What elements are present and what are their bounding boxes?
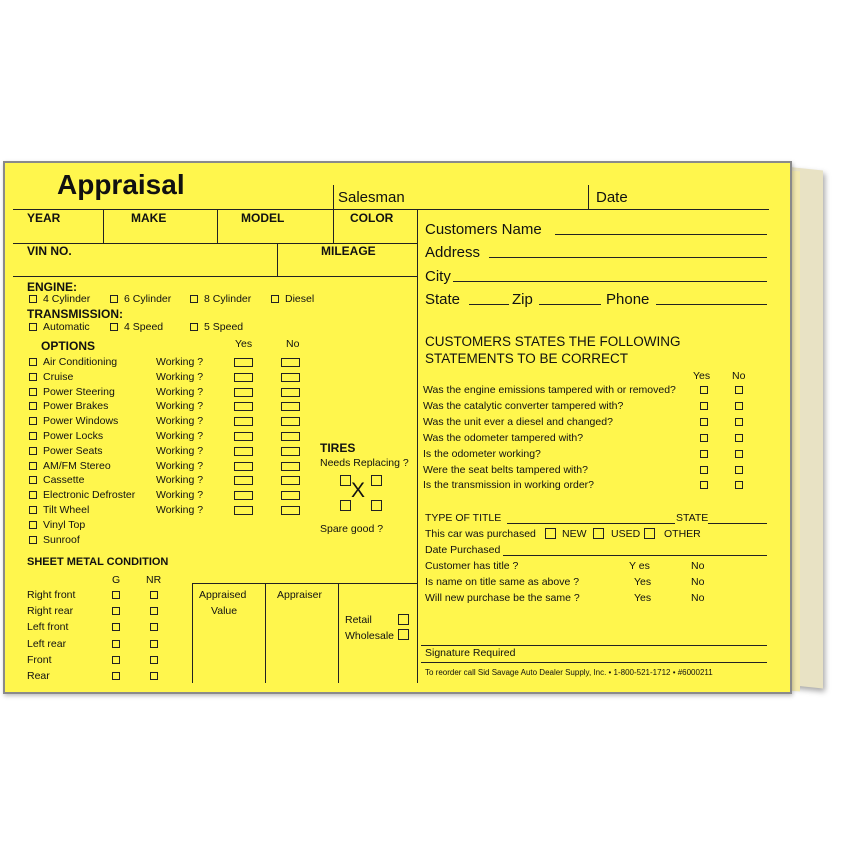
retail-label: Retail — [345, 614, 372, 626]
customer-name-label: Customers Name — [425, 221, 542, 238]
date-purchased-label: Date Purchased — [425, 544, 501, 556]
q1-yes[interactable]: Y es — [629, 560, 650, 572]
transmission-heading: TRANSMISSION: — [27, 307, 123, 321]
sheet-metal-g-checkbox[interactable] — [112, 623, 120, 631]
state-field[interactable] — [469, 304, 509, 305]
tire-checkbox-front-right[interactable] — [371, 475, 382, 486]
divider — [13, 209, 769, 210]
checkbox-automatic[interactable] — [29, 323, 37, 331]
divider — [13, 276, 417, 277]
working-yes-box[interactable] — [234, 462, 253, 471]
working-label: Working ? — [156, 415, 204, 428]
working-label: Working ? — [156, 459, 204, 472]
option-label: Power Seats — [43, 444, 103, 457]
title-state-label: STATE — [676, 512, 709, 524]
option-checkbox[interactable] — [29, 536, 37, 544]
city-label: City — [425, 268, 451, 285]
mileage-label: MILEAGE — [321, 244, 376, 258]
statement-label: Was the engine emissions tampered with or removed? — [423, 384, 676, 396]
option-checkbox[interactable] — [29, 447, 37, 455]
statement-label: Was the odometer tampered with? — [423, 431, 584, 444]
working-label: Working ? — [156, 385, 204, 398]
statement-label: Is the odometer working? — [423, 447, 541, 460]
statement-label: Is the transmission in working order? — [423, 479, 594, 492]
statements-no-header: No — [732, 370, 746, 382]
divider — [217, 209, 218, 243]
working-no-box[interactable] — [281, 476, 300, 485]
working-label: Working ? — [156, 489, 204, 502]
sheet-metal-label: Left rear — [27, 637, 67, 650]
option-label: Power Locks — [43, 430, 104, 442]
checkbox-4-cylinder[interactable] — [29, 295, 37, 303]
nr-header: NR — [146, 574, 162, 586]
sheet-metal-label: Right rear — [27, 605, 74, 618]
phone-label: Phone — [606, 291, 650, 308]
sheet-metal-nr-checkbox[interactable] — [150, 623, 158, 631]
option-label: Air Conditioning — [43, 356, 118, 368]
option-label: AM/FM Stereo — [43, 459, 111, 472]
used-checkbox[interactable] — [593, 528, 604, 539]
color-label: COLOR — [350, 211, 394, 225]
statement-no-checkbox[interactable] — [735, 434, 743, 442]
option-checkbox[interactable] — [29, 476, 37, 484]
statements-heading-1: CUSTOMERS STATES THE FOLLOWING — [425, 334, 681, 349]
working-no-box[interactable] — [281, 447, 300, 456]
option-checkbox[interactable] — [29, 373, 37, 381]
sheet-metal-heading: SHEET METAL CONDITION — [27, 556, 169, 568]
tire-checkbox-rear-left[interactable] — [340, 500, 351, 511]
option-checkbox[interactable] — [29, 432, 37, 440]
sheet-metal-nr-checkbox[interactable] — [150, 607, 158, 615]
type-of-title-label: TYPE OF TITLE — [425, 512, 502, 524]
working-no-box[interactable] — [281, 417, 300, 426]
type-of-title-field[interactable] — [507, 523, 675, 524]
working-no-box[interactable] — [281, 358, 300, 367]
working-no-box[interactable] — [281, 432, 300, 441]
divider — [333, 185, 334, 210]
working-yes-box[interactable] — [234, 358, 253, 367]
option-label: 8 Cylinder — [204, 293, 252, 305]
working-label: Working ? — [156, 370, 204, 383]
option-label: Cruise — [43, 370, 74, 383]
option-label: Power Steering — [43, 385, 115, 398]
address-field[interactable] — [489, 257, 767, 258]
appraisal-form-card — [3, 161, 792, 694]
wholesale-label: Wholesale — [345, 630, 395, 642]
option-label: Power Brakes — [43, 400, 109, 413]
statement-no-checkbox[interactable] — [735, 481, 743, 489]
appraiser-label: Appraiser — [277, 589, 322, 601]
working-yes-box[interactable] — [234, 491, 253, 500]
divider — [333, 209, 334, 243]
new-purchase-label: Will new purchase be the same ? — [425, 592, 580, 604]
form-title: Appraisal — [57, 169, 185, 200]
working-no-box[interactable] — [281, 462, 300, 471]
center-divider — [417, 209, 418, 683]
option-checkbox[interactable] — [29, 491, 37, 499]
option-checkbox[interactable] — [29, 402, 37, 410]
make-label: MAKE — [131, 211, 167, 225]
customer-name-field[interactable] — [555, 234, 767, 235]
sheet-metal-nr-checkbox[interactable] — [150, 591, 158, 599]
q3-no[interactable]: No — [691, 592, 705, 604]
statement-no-checkbox[interactable] — [735, 466, 743, 474]
salesman-label: Salesman — [338, 189, 405, 206]
divider — [588, 185, 589, 210]
g-header: G — [112, 574, 121, 586]
spare-good-label: Spare good ? — [320, 523, 384, 535]
working-yes-box[interactable] — [234, 506, 253, 515]
working-no-box[interactable] — [281, 506, 300, 515]
new-checkbox[interactable] — [545, 528, 556, 539]
statement-no-checkbox[interactable] — [735, 386, 743, 394]
sheet-metal-nr-checkbox[interactable] — [150, 640, 158, 648]
checkbox-diesel[interactable] — [271, 295, 279, 303]
no-header: No — [286, 338, 300, 350]
statement-yes-checkbox[interactable] — [700, 466, 708, 474]
working-label: Working ? — [156, 356, 204, 368]
statement-yes-checkbox[interactable] — [700, 450, 708, 458]
statement-label: Was the unit ever a diesel and changed? — [423, 415, 613, 428]
tires-heading: TIRES — [320, 441, 356, 455]
statement-label: Were the seat belts tampered with? — [423, 463, 588, 476]
option-checkbox[interactable] — [29, 388, 37, 396]
phone-field[interactable] — [656, 304, 767, 305]
sheet-metal-nr-checkbox[interactable] — [150, 672, 158, 680]
working-yes-box[interactable] — [234, 373, 253, 382]
options-heading: OPTIONS — [41, 339, 96, 353]
title-state-field[interactable] — [708, 523, 767, 524]
statements-yes-header: Yes — [693, 370, 711, 382]
option-checkbox[interactable] — [29, 462, 37, 470]
customer-has-title-label: Customer has title ? — [425, 560, 519, 572]
option-label: Tilt Wheel — [43, 504, 90, 516]
address-label: Address — [425, 244, 481, 261]
checkbox-6-cylinder[interactable] — [110, 295, 118, 303]
divider — [265, 583, 266, 683]
working-yes-box[interactable] — [234, 402, 253, 411]
option-checkbox[interactable] — [29, 358, 37, 366]
q3-yes[interactable]: Yes — [634, 592, 652, 604]
option-label: 6 Cylinder — [124, 293, 172, 305]
state-label: State — [425, 291, 461, 308]
year-label: YEAR — [27, 211, 61, 225]
value-label: Value — [211, 605, 238, 617]
signature-line[interactable] — [421, 645, 767, 646]
date-purchased-field[interactable] — [503, 555, 767, 556]
statements-heading-2: STATEMENTS TO BE CORRECT — [425, 351, 629, 366]
option-label: Electronic Defroster — [43, 489, 136, 502]
statement-yes-checkbox[interactable] — [700, 402, 708, 410]
tire-x-mark: X — [351, 479, 366, 502]
other-label: OTHER — [664, 528, 701, 540]
statement-label: Was the catalytic converter tampered with? — [423, 399, 624, 412]
option-label: 5 Speed — [204, 321, 244, 333]
signature-label: Signature Required — [425, 647, 516, 659]
option-label: Sunroof — [43, 533, 80, 546]
retail-checkbox[interactable] — [398, 614, 409, 625]
option-label: Automatic — [43, 321, 90, 333]
model-label: MODEL — [241, 211, 285, 225]
q1-no[interactable]: No — [691, 560, 705, 572]
option-label: Cassette — [43, 474, 85, 487]
sheet-metal-g-checkbox[interactable] — [112, 607, 120, 615]
option-label: Vinyl Top — [43, 518, 86, 531]
tire-checkbox-rear-right[interactable] — [371, 500, 382, 511]
working-yes-box[interactable] — [234, 388, 253, 397]
city-field[interactable] — [453, 281, 767, 282]
divider — [338, 583, 339, 683]
working-label: Working ? — [156, 504, 204, 516]
zip-label: Zip — [512, 291, 533, 308]
sheet-metal-g-checkbox[interactable] — [112, 656, 120, 664]
statement-yes-checkbox[interactable] — [700, 386, 708, 394]
needs-replacing-label: Needs Replacing ? — [320, 457, 409, 469]
option-label: 4 Speed — [124, 321, 164, 333]
checkbox-8-cylinder[interactable] — [190, 295, 198, 303]
zip-field[interactable] — [539, 304, 601, 305]
q2-yes[interactable]: Yes — [634, 576, 652, 588]
sheet-metal-g-checkbox[interactable] — [112, 672, 120, 680]
divider — [103, 209, 104, 243]
option-checkbox[interactable] — [29, 417, 37, 425]
sheet-metal-nr-checkbox[interactable] — [150, 656, 158, 664]
option-checkbox[interactable] — [29, 521, 37, 529]
sheet-metal-g-checkbox[interactable] — [112, 591, 120, 599]
wholesale-checkbox[interactable] — [398, 629, 409, 640]
statement-yes-checkbox[interactable] — [700, 418, 708, 426]
vin-label: VIN NO. — [27, 244, 72, 258]
working-no-box[interactable] — [281, 373, 300, 382]
divider — [192, 583, 417, 584]
name-same-label: Is name on title same as above ? — [425, 576, 580, 588]
working-yes-box[interactable] — [234, 432, 253, 441]
option-label: 4 Cylinder — [43, 293, 91, 305]
sheet-metal-g-checkbox[interactable] — [112, 640, 120, 648]
statement-yes-checkbox[interactable] — [700, 481, 708, 489]
working-no-box[interactable] — [281, 491, 300, 500]
date-label: Date — [596, 189, 628, 206]
checkbox-5-speed[interactable] — [190, 323, 198, 331]
working-label: Working ? — [156, 400, 204, 413]
tire-checkbox-front-left[interactable] — [340, 475, 351, 486]
working-label: Working ? — [156, 430, 204, 442]
other-checkbox[interactable] — [644, 528, 655, 539]
new-label: NEW — [562, 528, 587, 540]
divider — [421, 662, 767, 663]
sheet-metal-label: Front — [27, 653, 52, 666]
working-yes-box[interactable] — [234, 476, 253, 485]
statement-no-checkbox[interactable] — [735, 450, 743, 458]
sheet-metal-label: Left front — [27, 621, 69, 634]
option-label: Power Windows — [43, 415, 119, 428]
working-yes-box[interactable] — [234, 447, 253, 456]
statement-no-checkbox[interactable] — [735, 418, 743, 426]
statement-yes-checkbox[interactable] — [700, 434, 708, 442]
working-no-box[interactable] — [281, 402, 300, 411]
yes-header: Yes — [235, 338, 253, 350]
purchased-label: This car was purchased — [425, 528, 536, 540]
q2-no[interactable]: No — [691, 576, 705, 588]
option-label: Diesel — [285, 293, 315, 305]
reorder-text: To reorder call Sid Savage Auto Dealer Supply, Inc. • 1-800-521-1712 • #6000211 — [425, 668, 713, 677]
statement-no-checkbox[interactable] — [735, 402, 743, 410]
appraised-label: Appraised — [199, 589, 247, 601]
used-label: USED — [611, 528, 641, 540]
divider — [277, 243, 278, 277]
checkbox-4-speed[interactable] — [110, 323, 118, 331]
divider — [192, 583, 193, 683]
working-label: Working ? — [156, 474, 204, 487]
engine-heading: ENGINE: — [27, 280, 78, 294]
option-checkbox[interactable] — [29, 506, 37, 514]
working-label: Working ? — [156, 444, 204, 457]
sheet-metal-label: Right front — [27, 589, 76, 601]
sheet-metal-label: Rear — [27, 670, 50, 682]
working-yes-box[interactable] — [234, 417, 253, 426]
working-no-box[interactable] — [281, 388, 300, 397]
